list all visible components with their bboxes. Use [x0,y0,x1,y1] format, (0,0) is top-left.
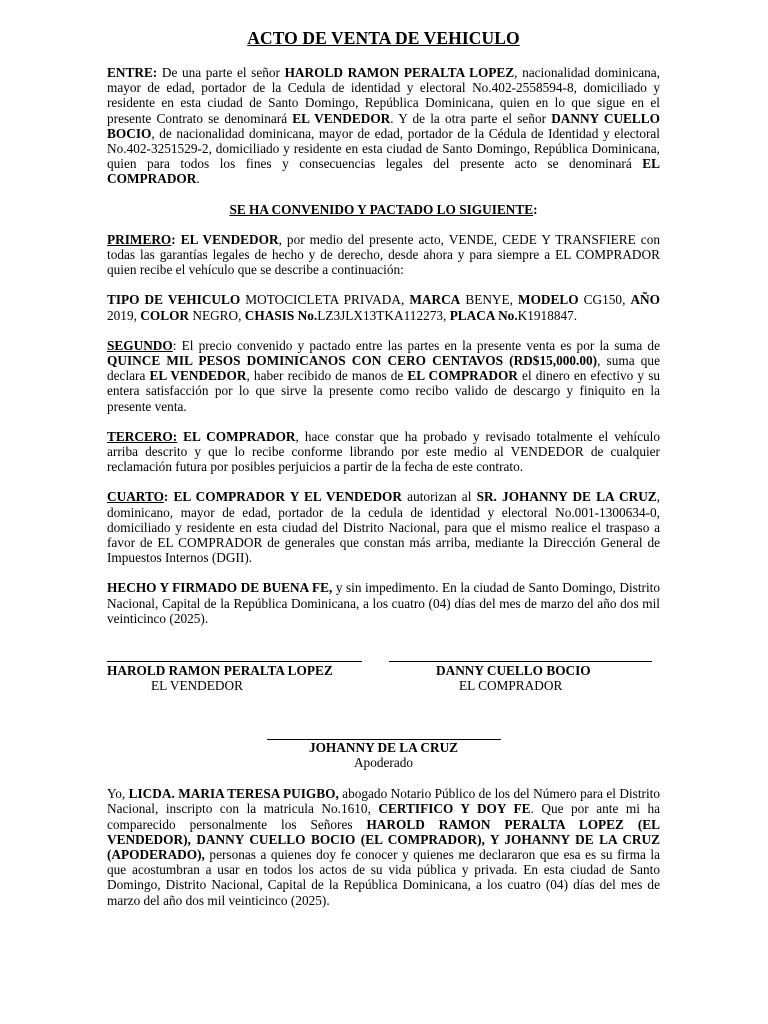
notary-name: LICDA. MARIA TERESA PUIGBO, [128,786,339,802]
entre-label: ENTRE: [107,65,158,80]
entre-text-1: De una parte el señor [157,65,285,80]
parties-paragraph [107,65,660,187]
vehicle-description: TIPO DE VEHICULO MOTOCICLETA PRIVADA, MARCA BENYE, MODELO CG150, AÑO 2019, COLOR NEGRO, CHASIS No.LZ3JLX13TKA112273, PLACA No.K1918847. [107,292,660,323]
agent-name: SR. JOHANNY DE LA CRUZ [476,489,657,505]
buyer-signature-role: EL COMPRADOR [459,678,563,694]
closing-paragraph: HECHO Y FIRMADO DE BUENA FE, y sin impedimento. En la ciudad de Santo Domingo, Distrito Nacional, Capital de la República Dominicana, a los cuatro (04) días del mes de marzo del año dos mil veinticinco (2025). [107,580,660,626]
entre-text-4: , de nacionalidad dominicana, mayor de edad, portador de la Cédula de Identidad y electoral No.402-3251529-2, domiciliado y residente en esta ciudad de Santo Domingo, República Dominicana, quien para todos los fines y consecuencias legales del presente acto se denominará [107,125,660,172]
cuarto-label: CUARTO [107,489,164,505]
primero-text: , por medio del presente acto, VENDE, CEDE Y TRANSFIERE con todas las garantías legales de hecho y de derecho, desde ahora y para siempre a EL COMPRADOR quien recibe el vehículo que se describe a continuación: [107,231,660,278]
agreement-heading: SE HA CONVENIDO Y PACTADO LO SIGUIENTE: [229,201,538,217]
clause-cuarto: CUARTO: EL COMPRADOR Y EL VENDEDOR autorizan al SR. JOHANNY DE LA CRUZ, dominicano, mayor de edad, portador de la cedula de identidad y electoral No.001-1300634-0, domiciliado y residente en esta ciudad del Distrito Nacional, para que el mismo realice el traspaso a favor de EL COMPRADOR de generales que constan más arriba, mediante la Dirección General de Impuestos Internos (DGII). [107,489,660,566]
entre-text-5: . [196,171,200,187]
entre-text-2: , nacionalidad dominicana, mayor de edad, portador de la Cedula de identidad y electoral No.402-2558594-8, domiciliado y residente en esta ciudad de Santo Domingo, República Dominicana, quien en lo que sigue en el presente Contrato se denominará [107,65,661,126]
clause-tercero: TERCERO: EL COMPRADOR, hace constar que ha probado y revisado totalmente el vehículo arriba descrito y que lo recibe conforme librando por este medio al VENDEDOR de cualquier reclamación futura por posibles perjuicios a partir de la fecha de este contrato. [107,428,660,475]
seller-role: EL VENDEDOR [292,110,391,126]
buyer-signature-line [389,661,652,662]
document-page [107,28,660,908]
notary-paragraph: Yo, LICDA. MARIA TERESA PUIGBO, abogado Notario Público de los del Número para el Distrito Nacional, inscripto con la matricula No.1610, CERTIFICO Y DOY FE. Que por ante mi ha comparecido personalmente los Señores HAROLD RAMON PERALTA LOPEZ (EL VENDEDOR), DANNY CUELLO BOCIO (EL COMPRADOR), Y JOHANNY DE LA CRUZ (APODERADO), personas a quienes doy fe conocer y quienes me declararon que esa es su firma la que acostumbran a usar en todos los actos de su vida pública y privada. En esta ciudad de Santo Domingo, Distrito Nacional, Capital de la República Dominicana, a los cuatro (04) días del mes de marzo del año dos mil veinticinco (2025). [107,786,661,908]
agent-signature-name: JOHANNY DE LA CRUZ [308,740,459,756]
primero-label: PRIMERO [107,231,172,247]
agent-signature-block [107,736,660,786]
notary-certify: CERTIFICO Y DOY FE [378,801,531,817]
document-title: ACTO DE VENTA DE VEHICULO [247,28,520,48]
agent-signature-role: Apoderado [353,755,414,771]
buyer-role: EL COMPRADOR [107,156,660,187]
signature-row [107,661,660,721]
buyer-signature-name: DANNY CUELLO BOCIO [436,663,591,679]
notary-parties: HAROLD RAMON PERALTA LOPEZ (EL VENDEDOR), DANNY CUELLO BOCIO (EL COMPRADOR), Y JOHANNY DE LA CRUZ (APODERADO), [107,816,660,862]
entre-text-3: . Y de la otra parte el señor [390,110,552,126]
clause-primero: PRIMERO: EL VENDEDOR, por medio del presente acto, VENDE, CEDE Y TRANSFIERE con todas las garantías legales de hecho y de derecho, desde ahora y para siempre a EL COMPRADOR quien recibe el vehículo que se describe a continuación: [107,231,660,278]
price-amount: QUINCE MIL PESOS DOMINICANOS CON CERO CENTAVOS (RD$15,000.00) [107,353,598,369]
buyer-name: DANNY CUELLO BOCIO [107,110,661,141]
segundo-label: SEGUNDO [107,337,173,353]
tercero-label: TERCERO: [107,428,178,444]
seller-signature-line [107,661,362,662]
agreement-heading-text: SE HA CONVENIDO Y PACTADO LO SIGUIENTE [229,201,534,217]
clause-segundo: SEGUNDO: El precio convenido y pactado entre las partes en la presente venta es por la suma de QUINCE MIL PESOS DOMINICANOS CON CERO CENTAVOS (RD$15,000.00), suma que declara EL VENDEDOR, haber recibido de manos de EL COMPRADOR el dinero en efectivo y su entera satisfacción por lo que sirve la presente como recibo valido de descargo y finiquito en la presente venta. [107,337,661,414]
seller-signature-name: HAROLD RAMON PERALTA LOPEZ [107,663,333,679]
seller-signature-role: EL VENDEDOR [151,678,243,694]
seller-name: HAROLD RAMON PERALTA LOPEZ [284,65,515,80]
